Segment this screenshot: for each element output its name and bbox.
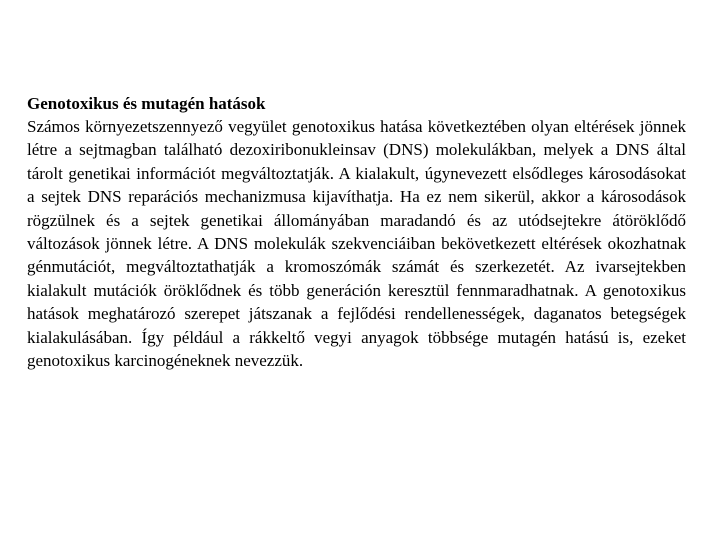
- body-paragraph: Számos környezetszennyező vegyület genotoxikus hatása következtében olyan eltérések jönnek létre a sejtmagban található dezoxiribonukleinsav (DNS) molekulákban, melyek a DNS által tárolt genetikai információt megváltoztatják. A kialakult, úgynevezett elsődleges károsodásokat a sejtek DNS reparációs mechanizmusa kijavíthatja. Ha ez nem sikerül, akkor a károsodások rögzülnek és a sejtek genetikai állományában maradandó és az utódsejtekre átöröklődő változások jönnek létre. A DNS molekulák szekvenciáiban bekövetkezett eltérések okozhatnak génmutációt, megváltoztathatják a kromoszómák számát és szerkezetét. Az ivarsejtekben kialakult mutációk öröklődnek és több generáción keresztül fennmaradhatnak. A genotoxikus hatások meghatározó szerepet játszanak a fejlődési rendellenességek, daganatos betegségek kialakulásában. Így például a rákkeltő vegyi anyagok többsége mutagén hatású is, ezeket genotoxikus karcinogéneknek nevezzük.: [27, 117, 686, 371]
- section-heading: Genotoxikus és mutagén hatások: [27, 94, 266, 113]
- document-page: [27, 92, 686, 372]
